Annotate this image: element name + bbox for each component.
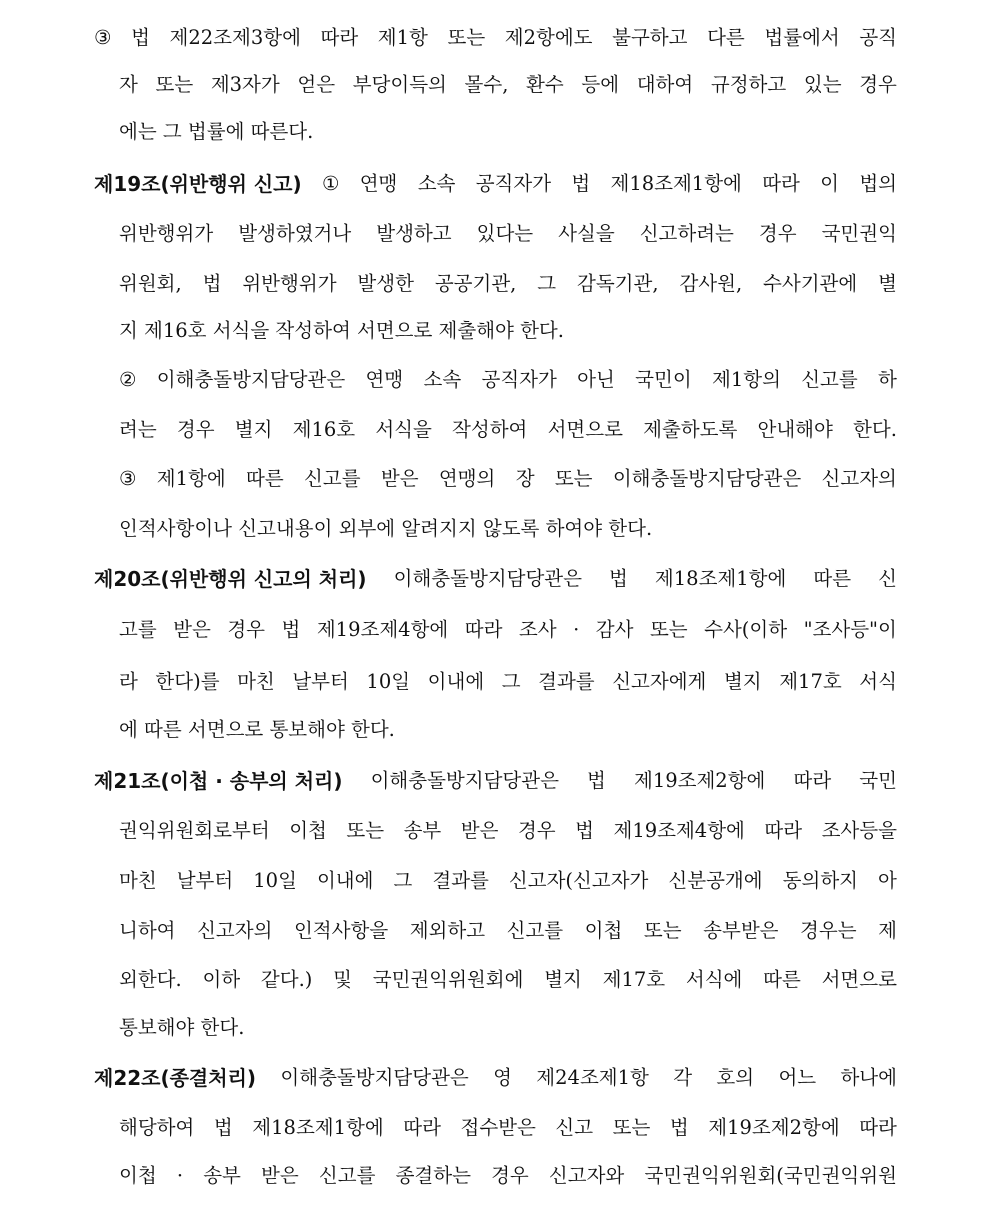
article-title: 제20조(위반행위 신고의 처리) bbox=[94, 567, 367, 591]
body-text-line: 해당하여 법 제18조제1항에 따라 접수받은 신고 또는 법 제19조제2항에 따라 bbox=[119, 1116, 897, 1139]
line-text: 지 제16호 서식을 작성하여 서면으로 제출해야 한다. bbox=[119, 319, 564, 342]
body-text-line: 위반행위가 발생하였거나 발생하고 있다는 사실을 신고하려는 경우 국민권익 bbox=[119, 222, 897, 245]
article-heading-line: 제20조(위반행위 신고의 처리) 이해충돌방지담당관은 법 제18조제1항에 따른 신 bbox=[94, 559, 897, 599]
body-text-line: ② 이해충돌방지담당관은 연맹 소속 공직자가 아닌 국민이 제1항의 신고를 하 bbox=[119, 368, 897, 391]
body-text-line bbox=[119, 112, 897, 152]
line-text: 에는 그 법률에 따른다. bbox=[119, 120, 314, 143]
article-title: 제19조(위반행위 신고) bbox=[94, 172, 302, 196]
body-text-line bbox=[119, 509, 897, 549]
line-text: 통보해야 한다. bbox=[119, 1016, 245, 1039]
line-text: 에 따른 서면으로 통보해야 한다. bbox=[119, 718, 395, 741]
body-text-line bbox=[119, 1008, 897, 1048]
body-text-line: 마친 날부터 10일 이내에 그 결과를 신고자(신고자가 신분공개에 동의하지 아 bbox=[119, 869, 897, 892]
body-text-line: 위원회, 법 위반행위가 발생한 공공기관, 그 감독기관, 감사원, 수사기관에 별 bbox=[119, 272, 897, 295]
body-text-line: 려는 경우 별지 제16호 서식을 작성하여 서면으로 제출하도록 안내해야 한다. bbox=[119, 418, 897, 441]
body-text-line: 니하여 신고자의 인적사항을 제외하고 신고를 이첩 또는 송부받은 경우는 제 bbox=[119, 919, 897, 942]
body-text-line: 권익위원회로부터 이첩 또는 송부 받은 경우 법 제19조제4항에 따라 조사등을 bbox=[119, 819, 897, 842]
body-text-line: 이첩 · 송부 받은 신고를 종결하는 경우 신고자와 국민권익위원회(국민권익위원 bbox=[119, 1164, 897, 1187]
article-heading-line: 제22조(종결처리) 이해충돌방지담당관은 영 제24조제1항 각 호의 어느 하나에 bbox=[94, 1058, 897, 1098]
line-text: 인적사항이나 신고내용이 외부에 알려지지 않도록 하여야 한다. bbox=[119, 517, 653, 540]
body-text-line: 라 한다)를 마친 날부터 10일 이내에 그 결과를 신고자에게 별지 제17호 서식 bbox=[119, 670, 897, 693]
body-text-line: ③ 제1항에 따른 신고를 받은 연맹의 장 또는 이해충돌방지담당관은 신고자의 bbox=[119, 467, 897, 490]
body-text-line: 자 또는 제3자가 얻은 부당이득의 몰수, 환수 등에 대하여 규정하고 있는 경우 bbox=[119, 73, 897, 96]
body-text-line: ③ 법 제22조제3항에 따라 제1항 또는 제2항에도 불구하고 다른 법률에서 공직 bbox=[94, 26, 897, 49]
body-text-line: 외한다. 이하 같다.) 및 국민권익위원회에 별지 제17호 서식에 따른 서면으로 bbox=[119, 968, 897, 991]
body-text-line: 고를 받은 경우 법 제19조제4항에 따라 조사 · 감사 또는 수사(이하 "조사등"이 bbox=[119, 618, 897, 641]
article-heading-line: 제21조(이첩 · 송부의 처리) 이해충돌방지담당관은 법 제19조제2항에 따라 국민 bbox=[94, 761, 897, 801]
body-text-line bbox=[119, 710, 897, 750]
body-text-line bbox=[119, 311, 897, 351]
article-title: 제22조(종결처리) bbox=[94, 1066, 257, 1090]
article-title: 제21조(이첩 · 송부의 처리) bbox=[94, 769, 343, 793]
article-heading-line: 제19조(위반행위 신고) ① 연맹 소속 공직자가 법 제18조제1항에 따라 이 법의 bbox=[94, 164, 897, 204]
